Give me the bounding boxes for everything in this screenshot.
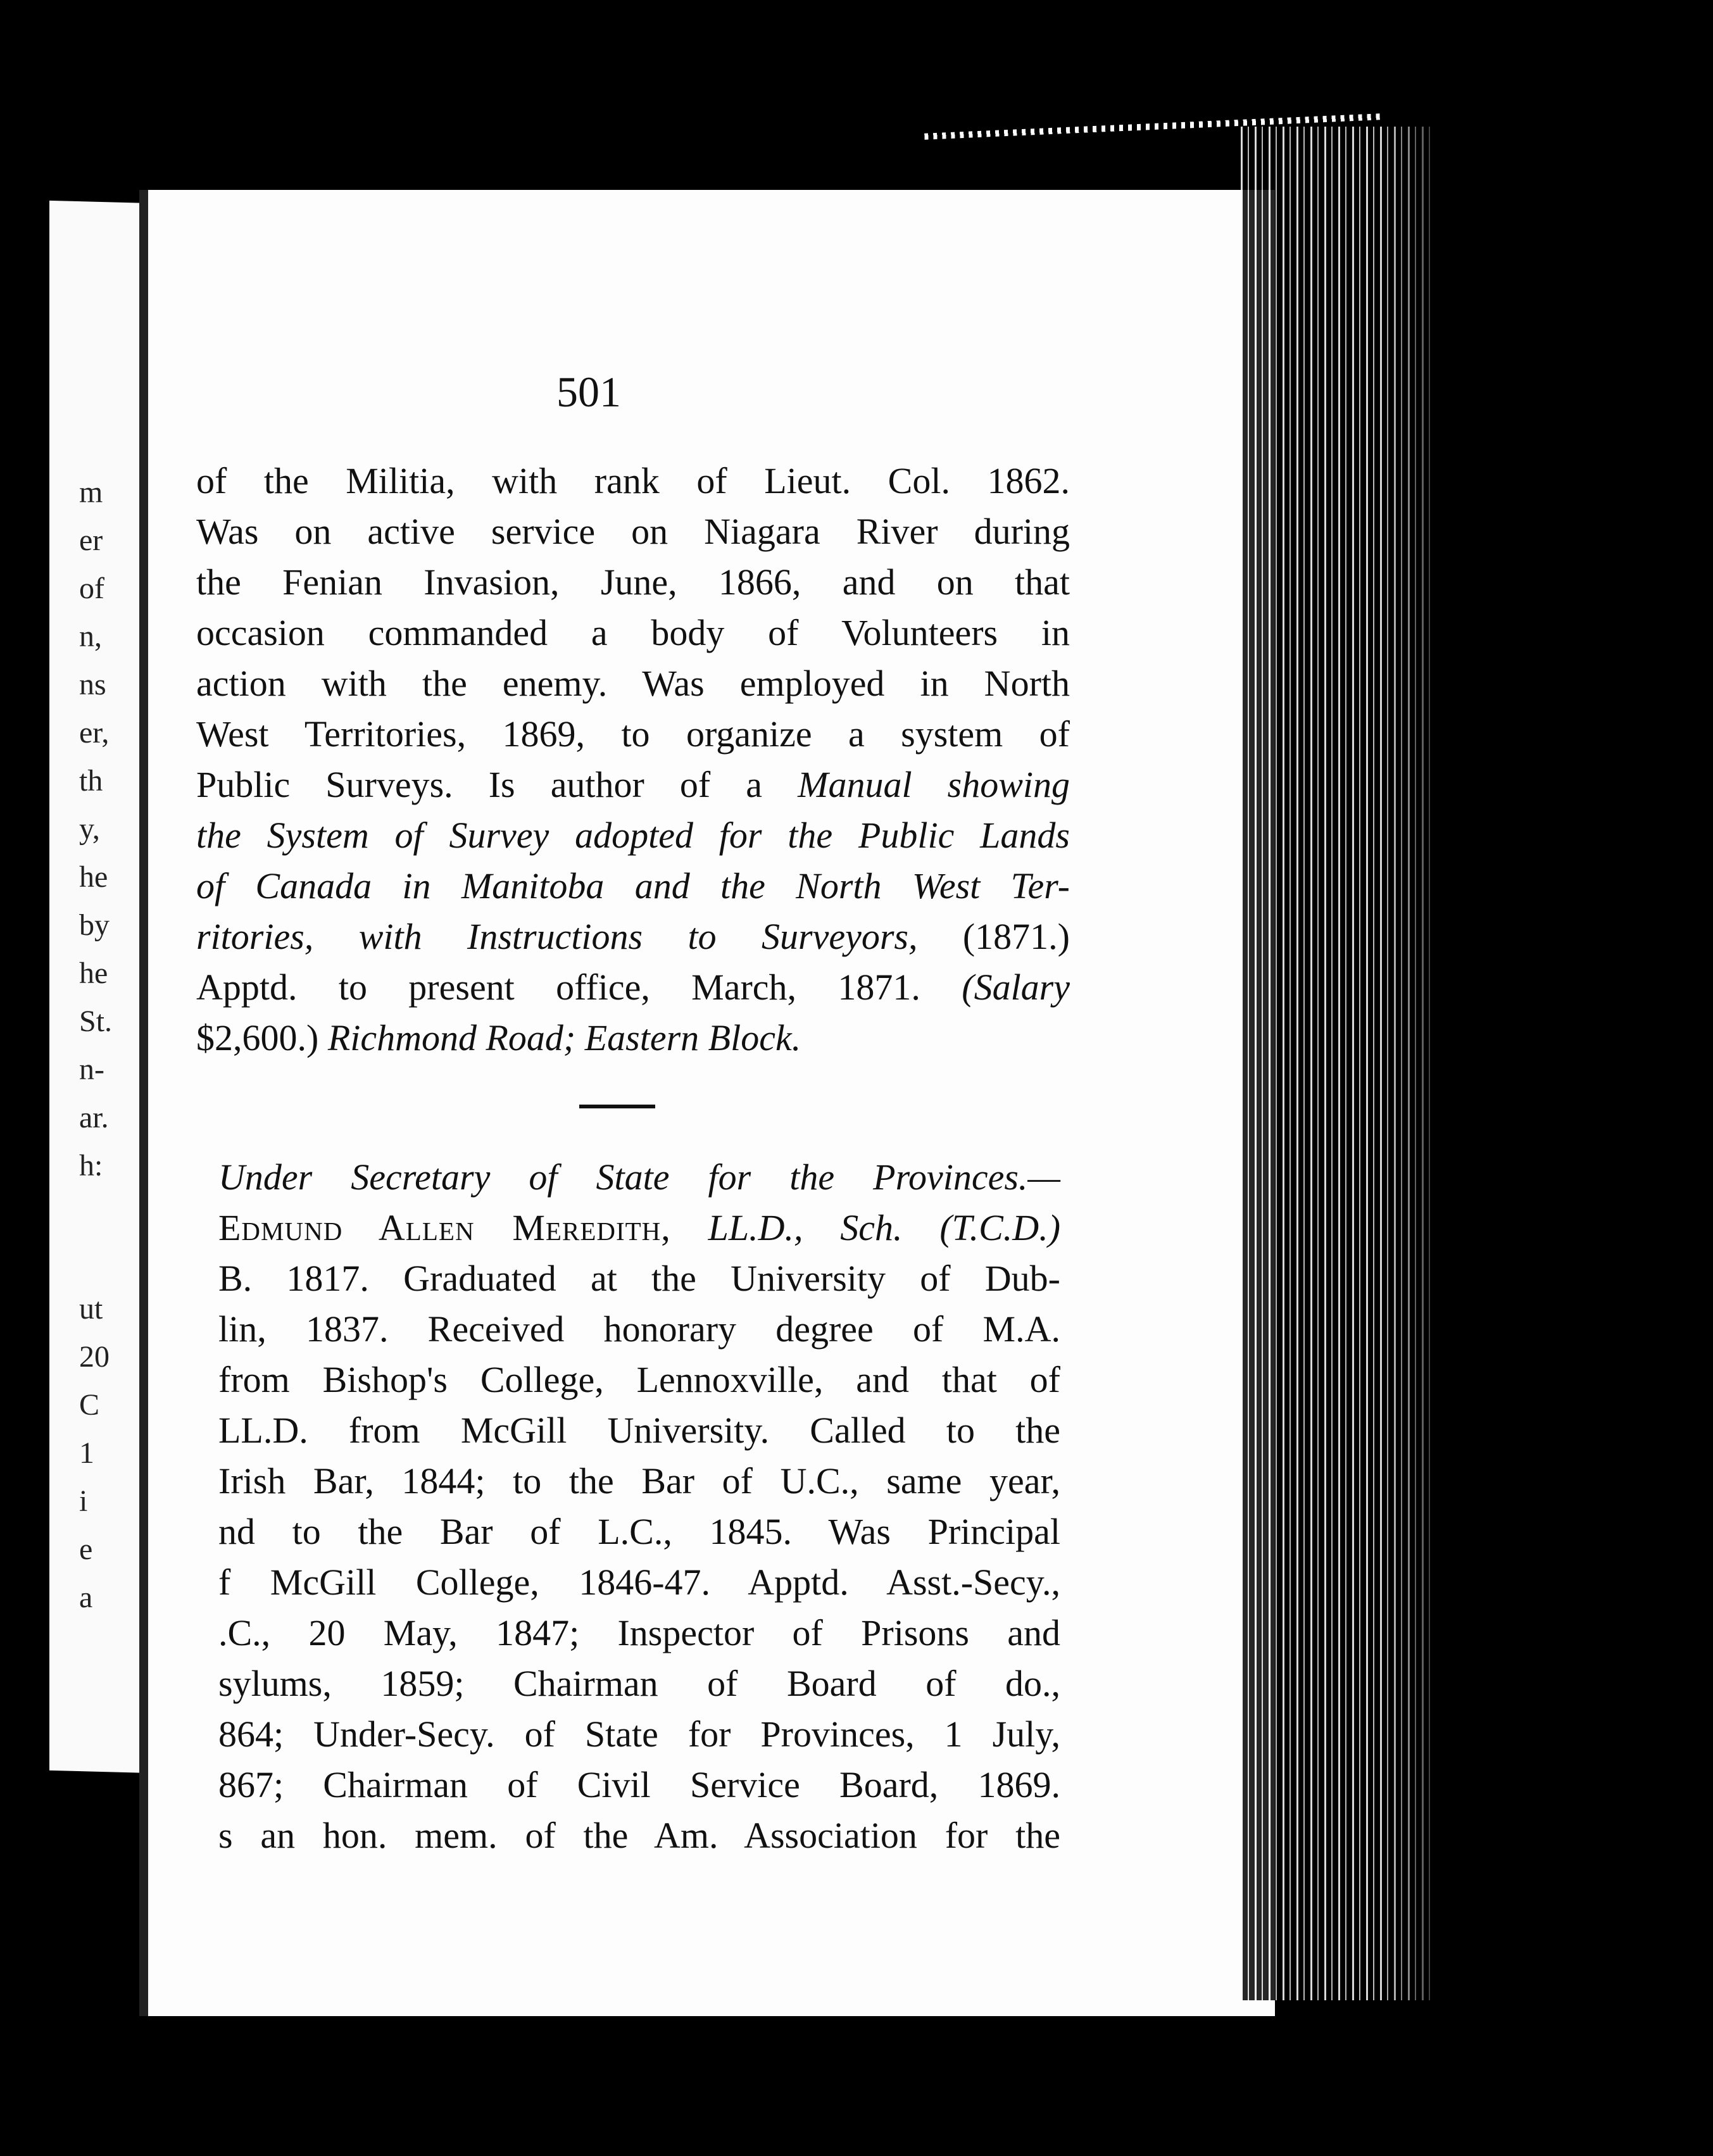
text-line: s an hon. mem. of the Am. Association for the [218, 1815, 1060, 1856]
degrees: LL.D., Sch. (T.C.D.) [670, 1207, 1061, 1248]
text-line [196, 760, 1070, 810]
entry-meredith [218, 1152, 1060, 1861]
text-run: Public Surveys. Is author of a [196, 764, 798, 805]
left-fragment: er, [79, 716, 110, 749]
left-fragment: y, [79, 812, 100, 846]
left-fragment: h: [79, 1149, 103, 1182]
text-run: Apptd. to present office, March, 1871. [196, 967, 962, 1008]
text-line: Was on active service on Niagara River during [196, 511, 1070, 552]
left-fragment: a [79, 1581, 93, 1614]
address: Richmond Road; Eastern Block. [327, 1017, 801, 1058]
left-fragment: ut [79, 1292, 103, 1326]
left-fragment: n- [79, 1053, 104, 1086]
left-page-text-fragments [79, 468, 136, 1622]
left-fragment: n, [79, 620, 102, 653]
text-line: LL.D. from McGill University. Called to the [218, 1410, 1060, 1451]
text-line: .C., 20 May, 1847; Inspector of Prisons and [218, 1612, 1060, 1653]
left-fragment: 1 [79, 1436, 94, 1470]
left-fragment: C [79, 1388, 100, 1422]
left-fragment: of [79, 572, 104, 605]
left-fragment: i [79, 1484, 88, 1518]
page-number: 501 [556, 368, 621, 416]
text-line: from Bishop's College, Lennoxville, and that of [218, 1359, 1060, 1400]
text-run: $2,600.) [196, 1017, 328, 1058]
text-line [196, 912, 1070, 962]
text-run: (1871.) [917, 916, 1070, 957]
text-line: of the Militia, with rank of Lieut. Col. 1862. [196, 460, 1070, 501]
office-heading: Under Secretary of State for the Provinces.— [218, 1156, 1060, 1198]
left-fragment: ns [79, 668, 106, 701]
left-fragment: by [79, 908, 110, 942]
entry-continuation [196, 456, 1070, 1063]
left-fragment: he [79, 956, 108, 990]
left-fragment: er [79, 523, 103, 557]
person-name: Edmund Allen Meredith, [218, 1207, 671, 1248]
text-line: action with the enemy. Was employed in North [196, 663, 1070, 704]
section-divider [579, 1105, 655, 1108]
left-fragment: th [79, 764, 103, 798]
italic-run: (Salary [962, 967, 1070, 1008]
left-fragment: he [79, 860, 108, 894]
text-line: nd to the Bar of L.C., 1845. Was Principal [218, 1511, 1060, 1552]
left-fragment: m [79, 475, 103, 509]
text-line [218, 1203, 1060, 1253]
text-line [196, 1013, 1070, 1063]
page-edges-shadow [1380, 127, 1456, 2000]
left-fragment: ar. [79, 1101, 109, 1134]
text-line: 864; Under-Secy. of State for Provinces, 1 July, [218, 1714, 1060, 1755]
text-line: 867; Chairman of Civil Service Board, 1869. [218, 1764, 1060, 1805]
text-line: Irish Bar, 1844; to the Bar of U.C., same year, [218, 1460, 1060, 1501]
left-fragment: 20 [79, 1340, 110, 1374]
left-fragment: e [79, 1532, 93, 1566]
left-fragment: St. [79, 1005, 113, 1038]
italic-title: ritories, with Instructions to Surveyors, [196, 916, 918, 957]
text-line: West Territories, 1869, to organize a system of [196, 713, 1070, 755]
italic-title-line: of Canada in Manitoba and the North West Ter- [196, 865, 1070, 906]
text-line: sylums, 1859; Chairman of Board of do., [218, 1663, 1060, 1704]
italic-title: Manual showing [798, 764, 1070, 805]
text-line: lin, 1837. Received honorary degree of M.A. [218, 1308, 1060, 1350]
text-line: the Fenian Invasion, June, 1866, and on that [196, 561, 1070, 603]
text-line [196, 962, 1070, 1013]
italic-title-line: the System of Survey adopted for the Public Lands [196, 815, 1070, 856]
text-line: f McGill College, 1846-47. Apptd. Asst.-Secy., [218, 1562, 1060, 1603]
text-line: B. 1817. Graduated at the University of Dub- [218, 1258, 1060, 1299]
text-line: occasion commanded a body of Volunteers in [196, 612, 1070, 653]
